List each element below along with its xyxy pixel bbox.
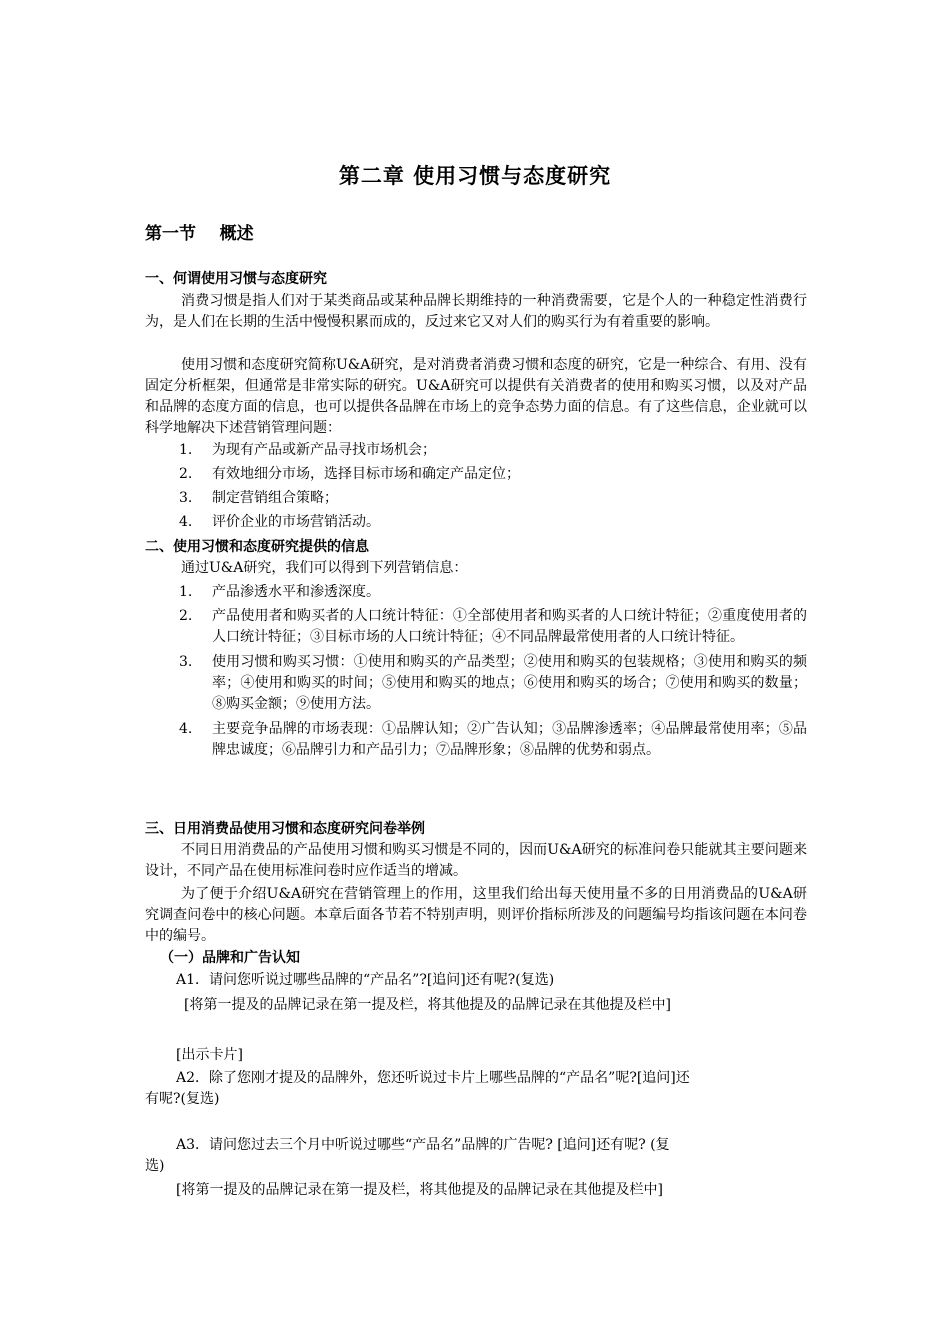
paragraph-ua-definition: 使用习惯和态度研究简称U&A研究，是对消费者消费习惯和态度的研究，它是一种综合、有用、没有固定分析框架，但通常是非常实际的研究。U&A研究可以提供有关消费者的使用和购买习惯，以及对产品和品牌的态度方面的信息，也可以提供各品牌在市场上的竞争态势力面的信息。有了这些信息，企业就可以科学地解决下述营销管理问题： bbox=[145, 357, 807, 436]
list-item-text: 制定营销组合策略； bbox=[212, 490, 338, 506]
list-management-problems bbox=[145, 440, 807, 533]
question-a3-line1: A3．请问您过去三个月中听说过哪些“产品名”品牌的广告呢? [追问]还有呢? (复 bbox=[176, 1137, 670, 1153]
question-a3-line2: 选) bbox=[145, 1158, 165, 1174]
heading-information-provided: 二、使用习惯和态度研究提供的信息 bbox=[145, 539, 369, 555]
list-marketing-information bbox=[145, 582, 807, 761]
paragraph-core-questions: 为了便于介绍U&A研究在营销管理上的作用，这里我们给出每天使用量不多的日用消费品的U&A研究调查问卷中的核心问题。本章后面各节若不特别声明，则评价指标所涉及的问题编号均指该问题在本问卷中的编号。 bbox=[145, 886, 807, 944]
list-item bbox=[145, 488, 807, 509]
heading-what-is-ua: 一、何谓使用习惯与态度研究 bbox=[145, 271, 327, 287]
list-item bbox=[145, 464, 807, 485]
list-item-text: 评价企业的市场营销活动。 bbox=[212, 514, 380, 530]
subheading-brand-ad-awareness: （一）品牌和广告认知 bbox=[160, 950, 300, 966]
list-item-number: 1. bbox=[179, 442, 193, 458]
question-a3-note: [将第一提及的品牌记录在第一提及栏，将其他提及的品牌记录在其他提及栏中] bbox=[176, 1182, 663, 1198]
list-item bbox=[145, 719, 807, 761]
list-item-text: 为现有产品或新产品寻找市场机会； bbox=[212, 442, 436, 458]
list-item-number: 4. bbox=[179, 721, 193, 737]
paragraph-consumption-habit: 消费习惯是指人们对于某类商品或某种品牌长期维持的一种消费需要，它是个人的一种稳定性消费行为，是人们在长期的生活中慢慢积累而成的，反过来它又对人们的购买行为有着重要的影响。 bbox=[145, 293, 807, 330]
list-item-text: 产品渗透水平和渗透深度。 bbox=[212, 584, 380, 600]
list-item-number: 2. bbox=[179, 608, 193, 624]
list-item-number: 3. bbox=[179, 654, 193, 670]
list-item-text: 主要竞争品牌的市场表现：①品牌认知；②广告认知；③品牌渗透率；④品牌最常使用率；⑤品牌忠诚度；⑥品牌引力和产品引力；⑦品牌形象；⑧品牌的优势和弱点。 bbox=[212, 721, 807, 758]
list-item-number: 4. bbox=[179, 514, 193, 530]
list-item-text: 有效地细分市场，选择目标市场和确定产品定位； bbox=[212, 466, 520, 482]
question-a1: A1．请问您听说过哪些品牌的“产品名”?[追问]还有呢?(复选) bbox=[176, 972, 555, 988]
section-title: 第一节 概述 bbox=[145, 224, 254, 244]
question-a1-note: [将第一提及的品牌记录在第一提及栏，将其他提及的品牌记录在其他提及栏中] bbox=[184, 997, 671, 1013]
list-item-text: 产品使用者和购买者的人口统计特征：①全部使用者和购买者的人口统计特征；②重度使用者的人口统计特征；③目标市场的人口统计特征；④不同品牌最常使用者的人口统计特征。 bbox=[212, 608, 807, 645]
paragraph-standard-questionnaire: 不同日用消费品的产品使用习惯和购买习惯是不同的，因而U&A研究的标准问卷只能就其主要问题来设计，不同产品在使用标准问卷时应作适当的增减。 bbox=[145, 842, 807, 879]
list-item bbox=[145, 512, 807, 533]
list-item-number: 1. bbox=[179, 584, 193, 600]
question-a2-line2: 有呢?(复选) bbox=[145, 1091, 220, 1107]
heading-questionnaire-example: 三、日用消费品使用习惯和态度研究问卷举例 bbox=[145, 821, 425, 837]
show-card-instruction: [出示卡片] bbox=[176, 1047, 243, 1063]
list-item bbox=[145, 582, 807, 603]
question-a2-line1: A2．除了您刚才提及的品牌外，您还听说过卡片上哪些品牌的“产品名”呢?[追问]还 bbox=[176, 1070, 690, 1086]
chapter-title: 第二章 使用习惯与态度研究 bbox=[338, 164, 612, 188]
paragraph-marketing-info-intro: 通过U&A研究，我们可以得到下列营销信息： bbox=[181, 560, 468, 576]
list-item bbox=[145, 652, 807, 715]
list-item-number: 2. bbox=[179, 466, 193, 482]
list-item-number: 3. bbox=[179, 490, 193, 506]
list-item bbox=[145, 606, 807, 648]
list-item-text: 使用习惯和购买习惯：①使用和购买的产品类型；②使用和购买的包装规格；③使用和购买的频率；④使用和购买的时间；⑤使用和购买的地点；⑥使用和购买的场合；⑦使用和购买的数量；⑧购买金额；⑨使用方法。 bbox=[212, 654, 807, 712]
list-item bbox=[145, 440, 807, 461]
